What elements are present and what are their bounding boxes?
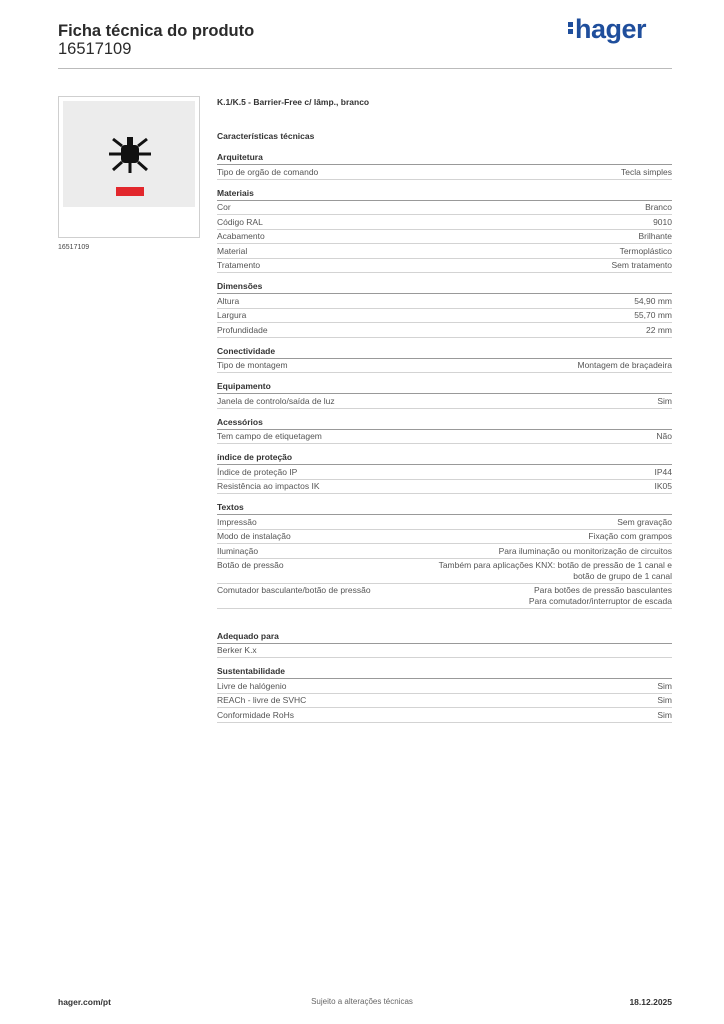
- spec-row: [217, 230, 672, 245]
- spec-value: 55,70 mm: [634, 310, 672, 320]
- spec-label: Tratamento: [217, 260, 261, 270]
- spec-value: 22 mm: [646, 324, 672, 335]
- spec-row: [217, 544, 672, 559]
- section-title: Conectividade: [217, 338, 672, 359]
- hager-logo: hager: [568, 14, 646, 45]
- spec-value: Termoplástico: [619, 245, 672, 256]
- spec-label: Material: [217, 245, 248, 256]
- section-title: Textos: [217, 494, 672, 515]
- spec-value: IK05: [654, 481, 672, 491]
- spec-row: [217, 679, 672, 694]
- spec-label: Código RAL: [217, 216, 263, 227]
- spec-row: [217, 394, 672, 409]
- spec-value: Sem tratamento: [611, 260, 672, 270]
- spec-label: Botão de pressão: [217, 560, 284, 570]
- spec-value: Fixação com grampos: [588, 531, 672, 541]
- spec-label: Acabamento: [217, 231, 265, 241]
- spec-row: [217, 323, 672, 338]
- spec-value: Sim: [657, 680, 672, 691]
- spec-label: Tipo de orgão de comando: [217, 166, 319, 177]
- spec-label: Largura: [217, 310, 247, 320]
- spec-row: [217, 480, 672, 495]
- spec-row: [217, 584, 672, 609]
- section-title: Materiais: [217, 180, 672, 201]
- spec-row: [217, 259, 672, 274]
- product-image: [58, 96, 200, 238]
- spec-value: Sem gravação: [617, 516, 672, 527]
- spec-value: Montagem de braçadeira: [577, 360, 672, 370]
- spec-value: Sim: [657, 695, 672, 705]
- spec-row: [217, 215, 672, 230]
- spec-row: [217, 244, 672, 259]
- section-title: Acessórios: [217, 409, 672, 430]
- red-label-badge: [116, 187, 144, 196]
- logo-dots-icon: [568, 20, 573, 36]
- spec-row: [217, 309, 672, 324]
- spec-label: Índice de proteção IP: [217, 466, 298, 477]
- spec-label: Comutador basculante/botão de pressão: [217, 585, 371, 595]
- product-code: 16517109: [58, 40, 132, 58]
- section-title: Equipamento: [217, 373, 672, 394]
- spec-row: [217, 465, 672, 480]
- spec-label: Livre de halógenio: [217, 680, 287, 691]
- spec-value: Também para aplicações KNX: botão de pressão de 1 canal e botão de grupo de 1 canal: [438, 560, 672, 581]
- spec-value: Tecla simples: [620, 166, 672, 177]
- spec-sections-extra: [217, 623, 672, 723]
- spec-label: Impressão: [217, 516, 257, 527]
- section-title: Sustentabilidade: [217, 658, 672, 679]
- spec-row: [217, 294, 672, 309]
- switch-rocker-icon: [107, 135, 153, 175]
- spec-row: [217, 515, 672, 530]
- spec-row: [217, 201, 672, 216]
- section-title: índice de proteção: [217, 444, 672, 465]
- spec-value: Branco: [645, 202, 672, 212]
- page-title: Ficha técnica do produto: [58, 22, 255, 40]
- spec-value: IP44: [654, 466, 672, 477]
- spec-value: 9010: [653, 216, 672, 227]
- spec-row: [217, 559, 672, 584]
- spec-row: [217, 644, 672, 659]
- spec-row: [217, 530, 672, 545]
- footer-notice: Sujeito a alterações técnicas: [311, 997, 413, 1006]
- spec-row: [217, 430, 672, 445]
- spec-label: Altura: [217, 295, 240, 306]
- spec-row: [217, 694, 672, 709]
- spec-content: [217, 96, 672, 723]
- spec-label: REACh - livre de SVHC: [217, 695, 307, 705]
- spec-value: Para botões de pressão basculantes Para comutador/interruptor de escada: [528, 585, 672, 606]
- spec-label: Resistência ao impactos IK: [217, 481, 320, 491]
- spec-value: Sim: [657, 395, 672, 406]
- section-title: Adequado para: [217, 623, 672, 644]
- header-divider: [58, 68, 672, 69]
- spec-value: Para iluminação ou monitorização de circuitos: [498, 545, 672, 556]
- footer-date: 18.12.2025: [629, 997, 672, 1007]
- spec-label: Cor: [217, 202, 231, 212]
- section-title: Dimensões: [217, 273, 672, 294]
- spec-row: [217, 165, 672, 180]
- spec-label: Janela de controlo/saída de luz: [217, 395, 335, 406]
- product-title: K.1/K.5 - Barrier-Free c/ lâmp., branco: [217, 97, 370, 107]
- spec-label: Iluminação: [217, 545, 259, 556]
- spec-value: Não: [656, 431, 672, 441]
- spec-label: Tipo de montagem: [217, 360, 288, 370]
- spec-label: Berker K.x: [217, 645, 257, 655]
- spec-value: 54,90 mm: [634, 295, 672, 306]
- spec-row: [217, 359, 672, 374]
- spec-row: [217, 708, 672, 723]
- spec-value: Sim: [657, 709, 672, 720]
- footer-website[interactable]: hager.com/pt: [58, 997, 111, 1007]
- spec-label: Profundidade: [217, 324, 268, 335]
- spec-sections: [217, 144, 672, 609]
- spec-label: Tem campo de etiquetagem: [217, 431, 322, 441]
- section-title: Arquitetura: [217, 144, 672, 165]
- spec-label: Modo de instalação: [217, 531, 291, 541]
- specs-heading: Características técnicas: [217, 131, 315, 141]
- image-caption: 16517109: [58, 244, 90, 251]
- spec-label: Conformidade RoHs: [217, 709, 295, 720]
- spec-value: Brilhante: [638, 231, 672, 241]
